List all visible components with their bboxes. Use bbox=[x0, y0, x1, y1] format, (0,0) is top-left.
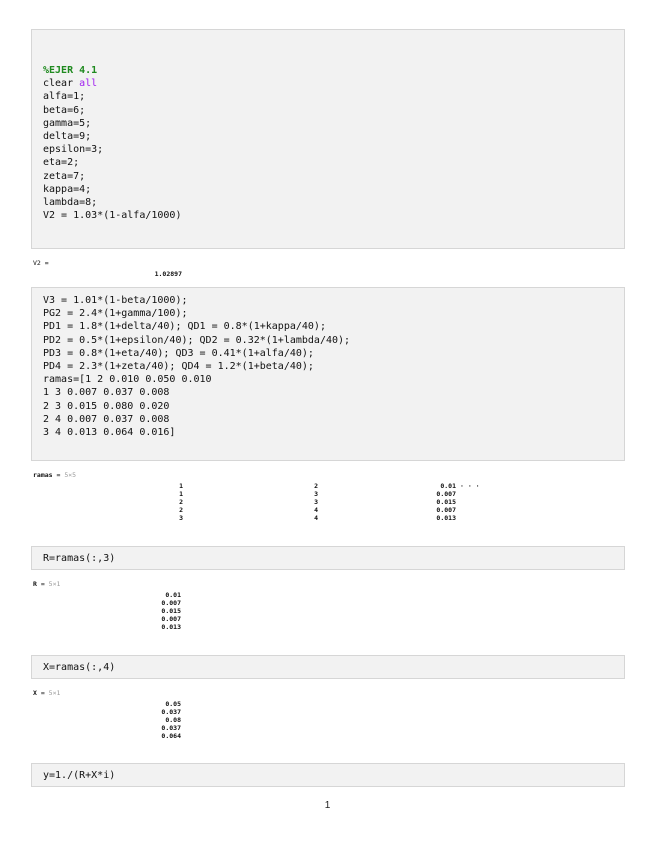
matrix-cell: 0.013 bbox=[436, 514, 456, 522]
vector-cell: 0.064 bbox=[161, 732, 181, 740]
matrix-cell: 0.015 bbox=[436, 498, 456, 506]
matrix-cell: 0.007 bbox=[436, 506, 456, 514]
code-line: 3 4 0.013 0.064 0.016] bbox=[43, 426, 176, 438]
output-var-name: R bbox=[33, 580, 37, 588]
vector-cell: 0.037 bbox=[161, 724, 181, 732]
vector-cell: 0.007 bbox=[161, 599, 181, 607]
output-var-name: V2 = bbox=[33, 259, 49, 267]
code-line: V3 = 1.01*(1-beta/1000); bbox=[43, 295, 188, 306]
code-line: 2 3 0.015 0.080 0.020 bbox=[43, 400, 170, 412]
code-line: 1 3 0.007 0.037 0.008 bbox=[43, 387, 170, 399]
vector-cell: 0.015 bbox=[161, 607, 181, 615]
code-line: PG2 = 2.4*(1+gamma/100); bbox=[43, 308, 188, 320]
output-eq: = bbox=[52, 471, 65, 479]
code-line: PD4 = 2.3*(1+zeta/40); QD4 = 1.2*(1+beta/40); bbox=[43, 360, 314, 372]
vector-cell: 0.01 bbox=[165, 591, 181, 599]
code-line: alfa=1; bbox=[43, 91, 86, 103]
code-line: delta=9; bbox=[43, 130, 92, 142]
output-size: 5×1 bbox=[48, 689, 61, 697]
ellipsis-icon[interactable]: · · · bbox=[460, 482, 480, 490]
code-block-5[interactable] bbox=[31, 763, 625, 787]
vector-cell: 0.007 bbox=[161, 615, 181, 623]
matrix-cell: 4 bbox=[314, 506, 318, 514]
vector-cell: 0.08 bbox=[165, 716, 181, 724]
output-var-header bbox=[33, 580, 60, 588]
output-eq: = bbox=[36, 580, 49, 588]
code-line: eta=2; bbox=[43, 157, 80, 169]
code-line: V2 = 1.03*(1-alfa/1000) bbox=[43, 210, 182, 222]
code-line: kappa=4; bbox=[43, 183, 92, 195]
output-value: 1.02897 bbox=[154, 270, 182, 278]
output-size: 5×1 bbox=[48, 580, 61, 588]
matrix-cell: 2 bbox=[179, 498, 183, 506]
code-line: PD1 = 1.8*(1+delta/40); QD1 = 0.8*(1+kappa/40); bbox=[43, 321, 326, 333]
code-line: R=ramas(:,3) bbox=[43, 553, 116, 564]
keyword-all: all bbox=[79, 78, 98, 90]
code-comment: %EJER 4.1 bbox=[43, 65, 98, 76]
vector-cell: 0.013 bbox=[161, 623, 181, 631]
code-block-2[interactable] bbox=[31, 287, 625, 461]
code-line: ramas=[1 2 0.010 0.050 0.010 bbox=[43, 374, 212, 386]
matrix-cell: 0.007 bbox=[436, 490, 456, 498]
output-var-name: ramas bbox=[33, 471, 53, 479]
code-block-3[interactable] bbox=[31, 546, 625, 570]
code-line: gamma=5; bbox=[43, 117, 92, 129]
matrix-cell: 3 bbox=[314, 490, 318, 498]
code-line: PD2 = 0.5*(1+epsilon/40); QD2 = 0.32*(1+lambda/40); bbox=[43, 334, 351, 346]
vector-cell: 0.05 bbox=[165, 700, 181, 708]
matrix-cell: 1 bbox=[179, 490, 183, 498]
vector-cell: 0.037 bbox=[161, 708, 181, 716]
code-line: zeta=7; bbox=[43, 170, 86, 182]
output-var-header bbox=[33, 689, 60, 697]
matrix-cell: 4 bbox=[314, 514, 318, 522]
matrix-cell: 2 bbox=[314, 482, 318, 490]
code-line: 2 4 0.007 0.037 0.008 bbox=[43, 413, 170, 425]
matrix-cell: 3 bbox=[179, 514, 183, 522]
code-line: clear all bbox=[43, 78, 98, 90]
code-line: X=ramas(:,4) bbox=[43, 662, 116, 673]
code-block-1[interactable] bbox=[31, 29, 625, 249]
page-number: 1 bbox=[324, 800, 331, 811]
matrix-cell: 0.01 bbox=[440, 482, 456, 490]
code-line: lambda=8; bbox=[43, 196, 98, 208]
code-line: PD3 = 0.8*(1+eta/40); QD3 = 0.41*(1+alfa/40); bbox=[43, 347, 314, 359]
output-var-name: X bbox=[33, 689, 37, 697]
matrix-cell: 3 bbox=[314, 498, 318, 506]
output-eq: = bbox=[36, 689, 49, 697]
output-var-header bbox=[33, 471, 76, 479]
matrix-cell: 2 bbox=[179, 506, 183, 514]
matrix-cell: 1 bbox=[179, 482, 183, 490]
code-line: beta=6; bbox=[43, 104, 86, 116]
code-block-4[interactable] bbox=[31, 655, 625, 679]
code-line: y=1./(R+X*i) bbox=[43, 770, 116, 781]
output-size: 5×5 bbox=[64, 471, 77, 479]
code-line: epsilon=3; bbox=[43, 144, 104, 156]
